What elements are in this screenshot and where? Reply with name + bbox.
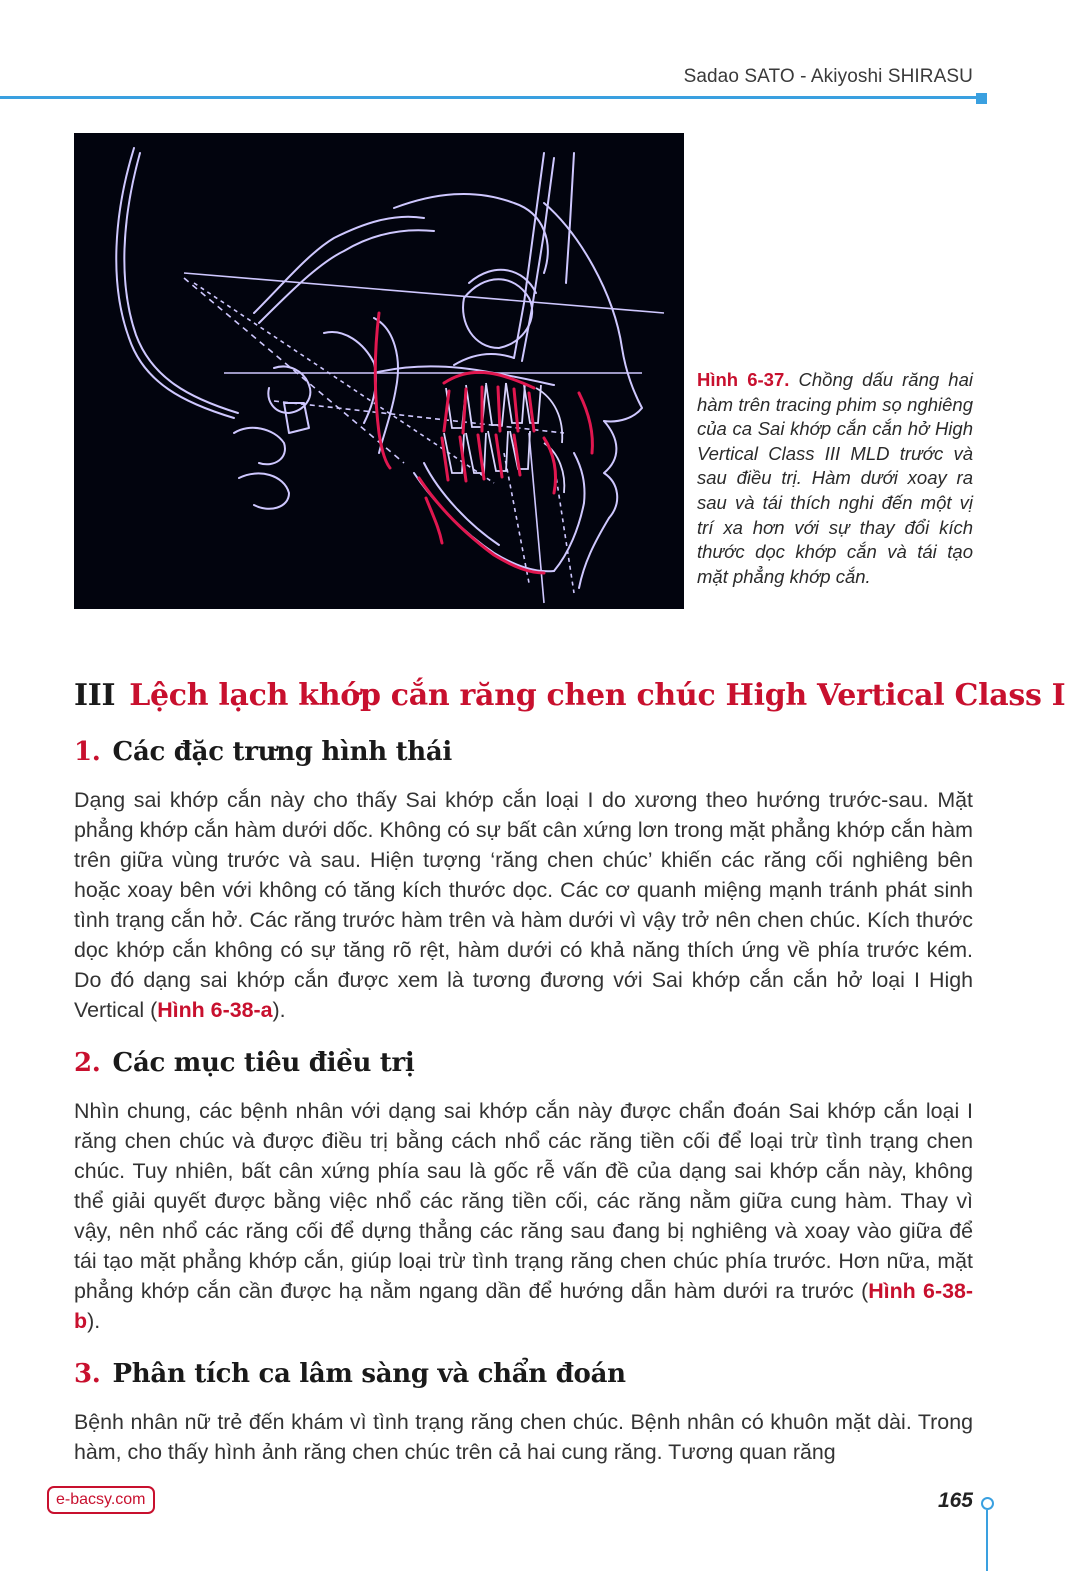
paragraph-text: Dạng sai khớp cắn này cho thấy Sai khớp cắn loại I do xương theo hướng trước-sau. Mặt phẳng khớp cắn hàm dưới dốc. Không có sự bất cân xứng lơn trong mặt phẳng khớp cắn hàm trên giữa vùng trước và sau. Hiện tượng ‘răng chen chúc’ khiến các răng cối nghiêng bên hoặc xoay bên với không có tăng kích thước dọc. Các cơ quanh miệng mạnh tránh phát sinh tình trạng cắn hở. Các răng trước hàm trên và hàm dưới vì vậy trở nên chen chúc. Kích thước dọc khớp cắn không có sự tăng rõ rệt, hàm dưới có khả năng thích ứng về phía trước kém. Do đó dạng sai khớp cắn được xem là tương đương với Sai khớp cắn cắn hở loại I High Vertical ( (74, 788, 973, 1022)
subsection-heading-3 (74, 1359, 626, 1389)
figure-reference-link[interactable]: Hình 6-38-b (74, 1279, 973, 1333)
paragraph-suffix: ). (87, 1309, 101, 1333)
figure-caption-text: Chồng dấu răng hai hàm trên tracing phim sọ nghiêng của ca Sai khớp cắn cắn hở High Vertical Class III MLD trước và sau điều trị. Hàm dưới xoay ra sau và tái thích nghi đến một vị trí xa hơn với sự thay đổi kích thước dọc khớp cắn và tái tạo mặt phẳng khớp cắn. (697, 369, 973, 587)
figure-reference-link[interactable]: Hình 6-38-a (157, 998, 273, 1022)
subsection-heading-1 (74, 737, 452, 767)
section-heading (74, 678, 1065, 713)
cephalometric-tracing-drawing (74, 133, 684, 609)
footer-vertical-line (986, 1510, 988, 1571)
figure-caption (697, 368, 973, 589)
footer-site-badge[interactable]: e-bacsy.com (47, 1486, 155, 1514)
section-number: III (74, 678, 116, 713)
subsection-number: 2. (74, 1048, 101, 1078)
paragraph-text: Nhìn chung, các bệnh nhân với dạng sai khớp cắn này được chẩn đoán Sai khớp cắn loại I răng chen chúc và được điều trị bằng cách nhổ các răng tiền cối để loại trừ tình trạng chen chúc. Tuy nhiên, bất cân xứng phía sau là gốc rễ vấn đề của dạng sai khớp cắn này, không thể giải quyết được bằng việc nhổ các răng tiền cối, các răng nằm giữa cung hàm. Thay vì vậy, nên nhổ các răng cối để dựng thẳng các răng sau đang bị nghiêng và xoay vào giữa để tái tạo mặt phẳng khớp cắn, giúp loại trừ tình trạng răng chen chúc phía trước. Hơn nữa, mặt phẳng khớp cắn cần được hạ nằm ngang dần để hướng dẫn hàm dưới ra trước ( (74, 1099, 973, 1303)
paragraph-morphology (74, 785, 973, 1025)
paragraph-suffix: ). (272, 998, 286, 1022)
header-rule (0, 96, 978, 99)
paragraph-text: Bệnh nhân nữ trẻ đến khám vì tình trạng răng chen chúc. Bệnh nhân có khuôn mặt dài. Trong hàm, cho thấy hình ảnh răng chen chúc trên cả hai cung răng. Tương quan răng (74, 1410, 973, 1464)
running-header-author: Sadao SATO - Akiyoshi SHIRASU (683, 66, 973, 87)
paragraph-case-analysis (74, 1407, 973, 1467)
subsection-title: Phân tích ca lâm sàng và chẩn đoán (112, 1359, 626, 1389)
page-number: 165 (937, 1489, 973, 1512)
footer-circle-marker (981, 1497, 994, 1510)
subsection-heading-2 (74, 1048, 415, 1078)
section-title: Lệch lạch khớp cắn răng chen chúc High Vertical Class I (129, 678, 1066, 713)
header-square-marker (976, 93, 987, 104)
paragraph-treatment-goals (74, 1096, 973, 1336)
figure-caption-label: Hình 6-37. (697, 369, 790, 390)
subsection-title: Các mục tiêu điều trị (112, 1048, 415, 1078)
figure-cephalometric-tracing (74, 133, 684, 609)
subsection-number: 3. (74, 1359, 101, 1389)
subsection-number: 1. (74, 737, 101, 767)
subsection-title: Các đặc trưng hình thái (112, 737, 453, 767)
